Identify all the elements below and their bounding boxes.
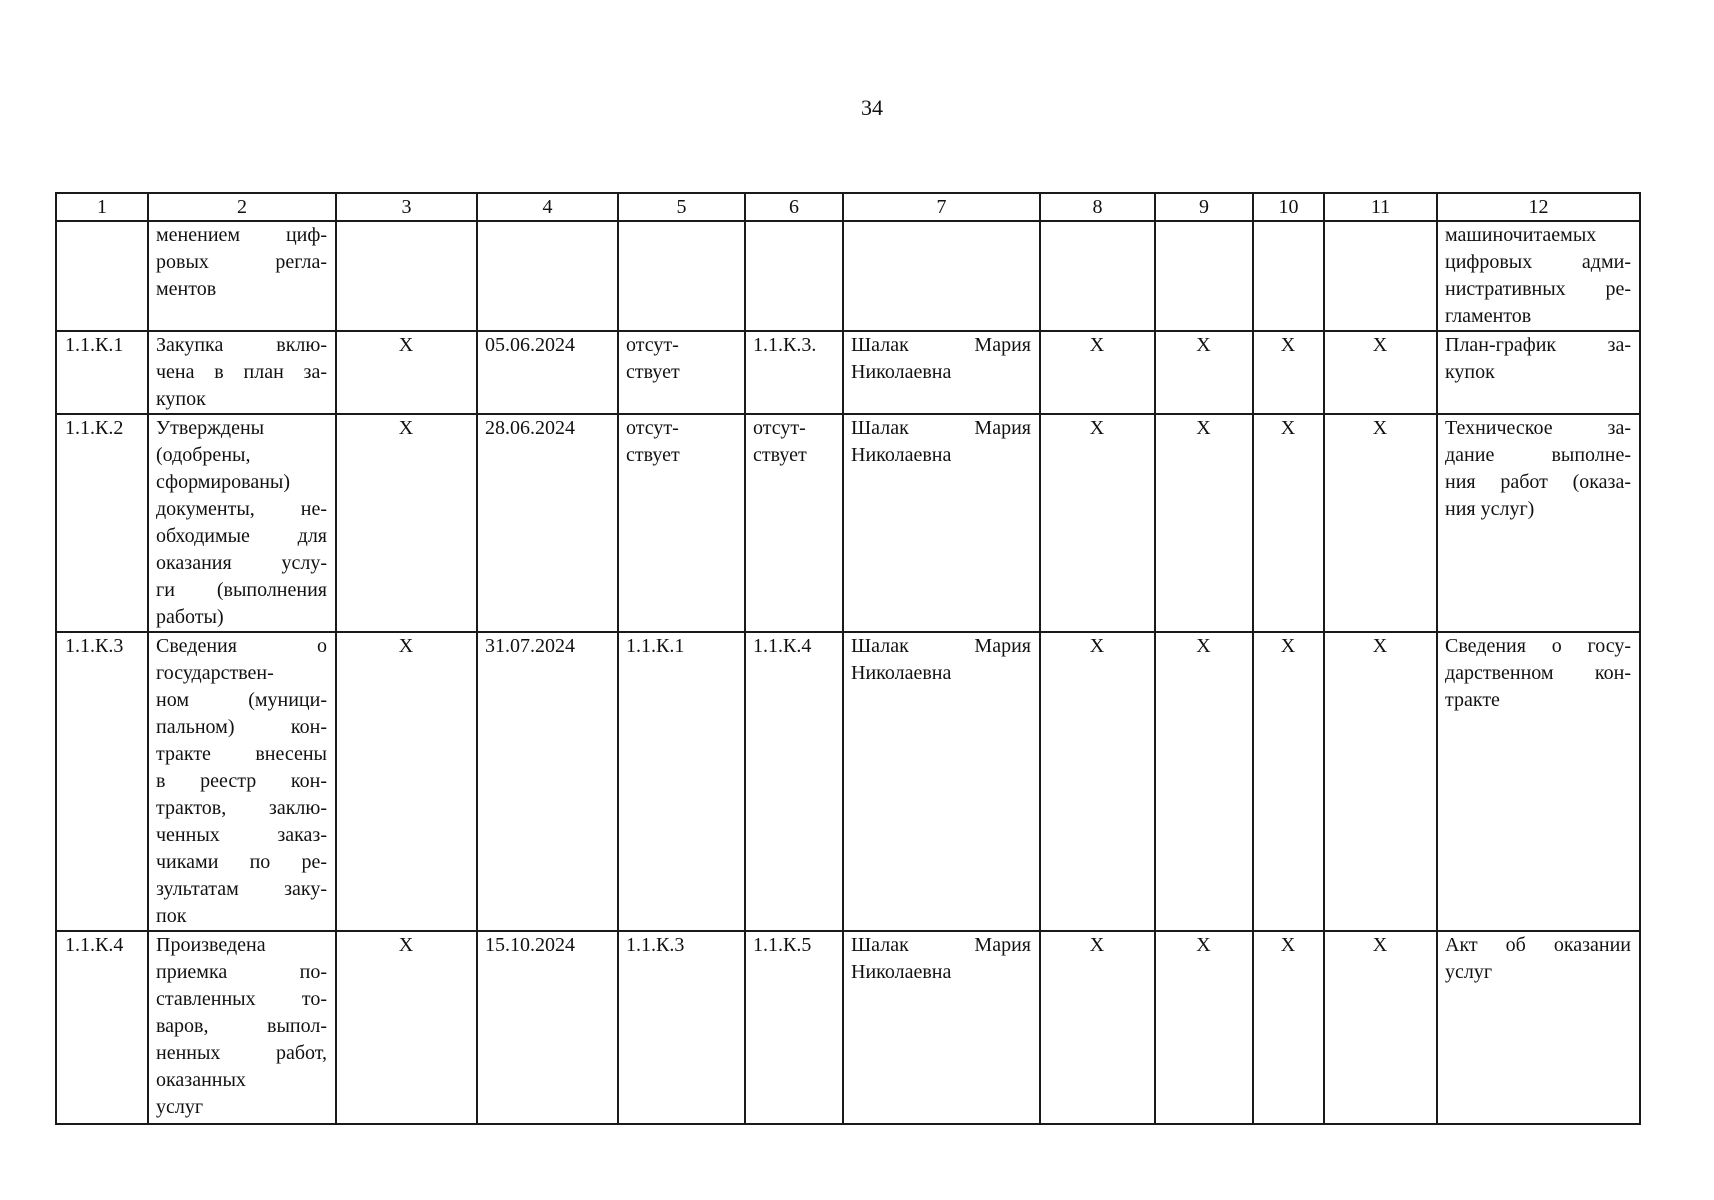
text-line: дарственном кон- [1445,662,1631,684]
event-code-cell: 1.1.К.4 [56,931,148,1124]
text-line: 1.1.К.3 [626,934,685,956]
deadline-date-cell: 05.06.2024 [477,331,618,414]
text-line: пальном) кон- [156,716,327,738]
column-number: 5 [618,193,745,221]
responsible-person-cell [843,331,1040,414]
event-code-cell: 1.1.К.1 [56,331,148,414]
mark-cell-11: Х [1324,331,1437,414]
column-number: 4 [477,193,618,221]
mark-cell-11: Х [1324,414,1437,632]
document-type-cell [1437,331,1640,414]
text-line: пок [156,905,187,927]
text-line: Сведения о госу- [1445,635,1631,657]
text-line: Николаевна [851,961,952,983]
text-line: Сведения о [156,635,327,657]
continuation-event-cell [148,221,336,331]
table-cell [1155,221,1253,331]
predecessor-cell [618,632,745,931]
text-line: Николаевна [851,361,952,383]
mark-cell-9: Х [1155,414,1253,632]
event-code-cell: 1.1.К.2 [56,414,148,632]
text-line: дание выполне- [1445,444,1631,466]
responsible-person-cell [843,632,1040,931]
text-line: ставленных то- [156,988,327,1010]
column-number: 8 [1040,193,1155,221]
text-line: ном (муници- [156,689,327,711]
text-line: Произведена [156,934,266,956]
event-code-cell: 1.1.К.3 [56,632,148,931]
text-line: работы) [156,606,224,628]
text-line: Техническое за- [1445,417,1631,439]
text-line: чена в план за- [156,361,327,383]
text-line: услуг [1445,961,1493,983]
text-line: отсут- [753,417,806,439]
mark-cell-8: Х [1040,931,1155,1124]
column-number: 7 [843,193,1040,221]
text-line: оказанных [156,1069,246,1091]
table-cell [1324,221,1437,331]
control-points-table [55,192,1641,1125]
successor-cell [745,632,843,931]
text-line: купок [156,388,206,410]
event-name-cell [148,414,336,632]
text-line: приемка по- [156,961,327,983]
event-name-cell [148,331,336,414]
text-line: купок [1445,361,1495,383]
text-line: оказания услу- [156,552,327,574]
text-line: документы, не- [156,498,327,520]
continuation-document-cell [1437,221,1640,331]
column-number: 1 [56,193,148,221]
text-line: отсут- [626,417,679,439]
text-line: ния услуг) [1445,498,1535,520]
document-type-cell [1437,931,1640,1124]
text-line: ровых регла- [156,251,327,273]
text-line: (одобрены, [156,444,251,466]
table-cell [745,221,843,331]
text-line: сформированы) [156,471,290,493]
type-mark-cell: Х [336,331,477,414]
text-line: Шалак Мария [851,934,1031,956]
table-cell [843,221,1040,331]
text-line: Шалак Мария [851,635,1031,657]
mark-cell-10: Х [1253,931,1324,1124]
text-line: Акт об оказании [1445,934,1631,956]
text-line: План-график за- [1445,334,1631,356]
table-cell [477,221,618,331]
text-line: 1.1.К.5 [753,934,812,956]
successor-cell [745,931,843,1124]
predecessor-cell [618,414,745,632]
text-line: цифровых адми- [1445,251,1631,273]
text-line: Закупка вклю- [156,334,327,356]
document-type-cell [1437,414,1640,632]
table-cell [1253,221,1324,331]
text-line: ненных работ, [156,1042,327,1064]
text-line: 1.1.К.4 [753,635,812,657]
successor-cell [745,414,843,632]
mark-cell-9: Х [1155,931,1253,1124]
text-line: Николаевна [851,662,952,684]
text-line: Утверждены [156,417,265,439]
table-cell [336,221,477,331]
column-number: 2 [148,193,336,221]
text-line: обходимые для [156,525,327,547]
table-row [56,331,1640,414]
text-line: зультатам заку- [156,878,327,900]
text-line: 1.1.К.3. [753,334,817,356]
text-line: трактов, заклю- [156,797,327,819]
table-row [56,414,1640,632]
text-line: варов, выпол- [156,1015,327,1037]
text-line: ги (выполнения [156,579,327,601]
text-line: 1.1.К.1 [626,635,685,657]
mark-cell-9: Х [1155,331,1253,414]
table-cell [56,221,148,331]
column-number: 3 [336,193,477,221]
text-line: ствует [626,361,680,383]
column-number: 10 [1253,193,1324,221]
mark-cell-9: Х [1155,632,1253,931]
document-type-cell [1437,632,1640,931]
page-number: 34 [861,95,883,120]
text-line: Шалак Мария [851,334,1031,356]
type-mark-cell: Х [336,632,477,931]
mark-cell-8: Х [1040,632,1155,931]
table-row [56,632,1640,931]
text-line: отсут- [626,334,679,356]
deadline-date-cell: 31.07.2024 [477,632,618,931]
responsible-person-cell [843,414,1040,632]
table-body [56,193,1640,1124]
text-line: ния работ (оказа- [1445,471,1631,493]
text-line: менением циф- [156,224,327,246]
type-mark-cell: Х [336,414,477,632]
text-line: тракте внесены [156,743,327,765]
text-line: чиками по ре- [156,851,327,873]
text-line: услуг [156,1096,204,1118]
deadline-date-cell: 15.10.2024 [477,931,618,1124]
mark-cell-10: Х [1253,414,1324,632]
table-cell [618,221,745,331]
table-row [56,931,1640,1124]
text-line: тракте [1445,689,1500,711]
text-line: Николаевна [851,444,952,466]
text-line: машиночитаемых [1445,224,1597,246]
text-line: нистративных ре- [1445,278,1631,300]
mark-cell-10: Х [1253,331,1324,414]
column-number-row [56,193,1640,221]
mark-cell-8: Х [1040,414,1155,632]
event-name-cell [148,632,336,931]
column-number: 12 [1437,193,1640,221]
text-line: ментов [156,278,217,300]
responsible-person-cell [843,931,1040,1124]
successor-cell [745,331,843,414]
text-line: гламентов [1445,305,1532,327]
text-line: в реестр кон- [156,770,327,792]
text-line: ствует [753,444,807,466]
column-number: 9 [1155,193,1253,221]
text-line: ченных заказ- [156,824,327,846]
predecessor-cell [618,931,745,1124]
mark-cell-11: Х [1324,931,1437,1124]
mark-cell-8: Х [1040,331,1155,414]
column-number: 6 [745,193,843,221]
text-line: государствен- [156,662,274,684]
mark-cell-11: Х [1324,632,1437,931]
text-line: Шалак Мария [851,417,1031,439]
text-line: ствует [626,444,680,466]
table-cell [1040,221,1155,331]
continuation-row [56,221,1640,331]
predecessor-cell [618,331,745,414]
type-mark-cell: Х [336,931,477,1124]
deadline-date-cell: 28.06.2024 [477,414,618,632]
column-number: 11 [1324,193,1437,221]
mark-cell-10: Х [1253,632,1324,931]
event-name-cell [148,931,336,1124]
